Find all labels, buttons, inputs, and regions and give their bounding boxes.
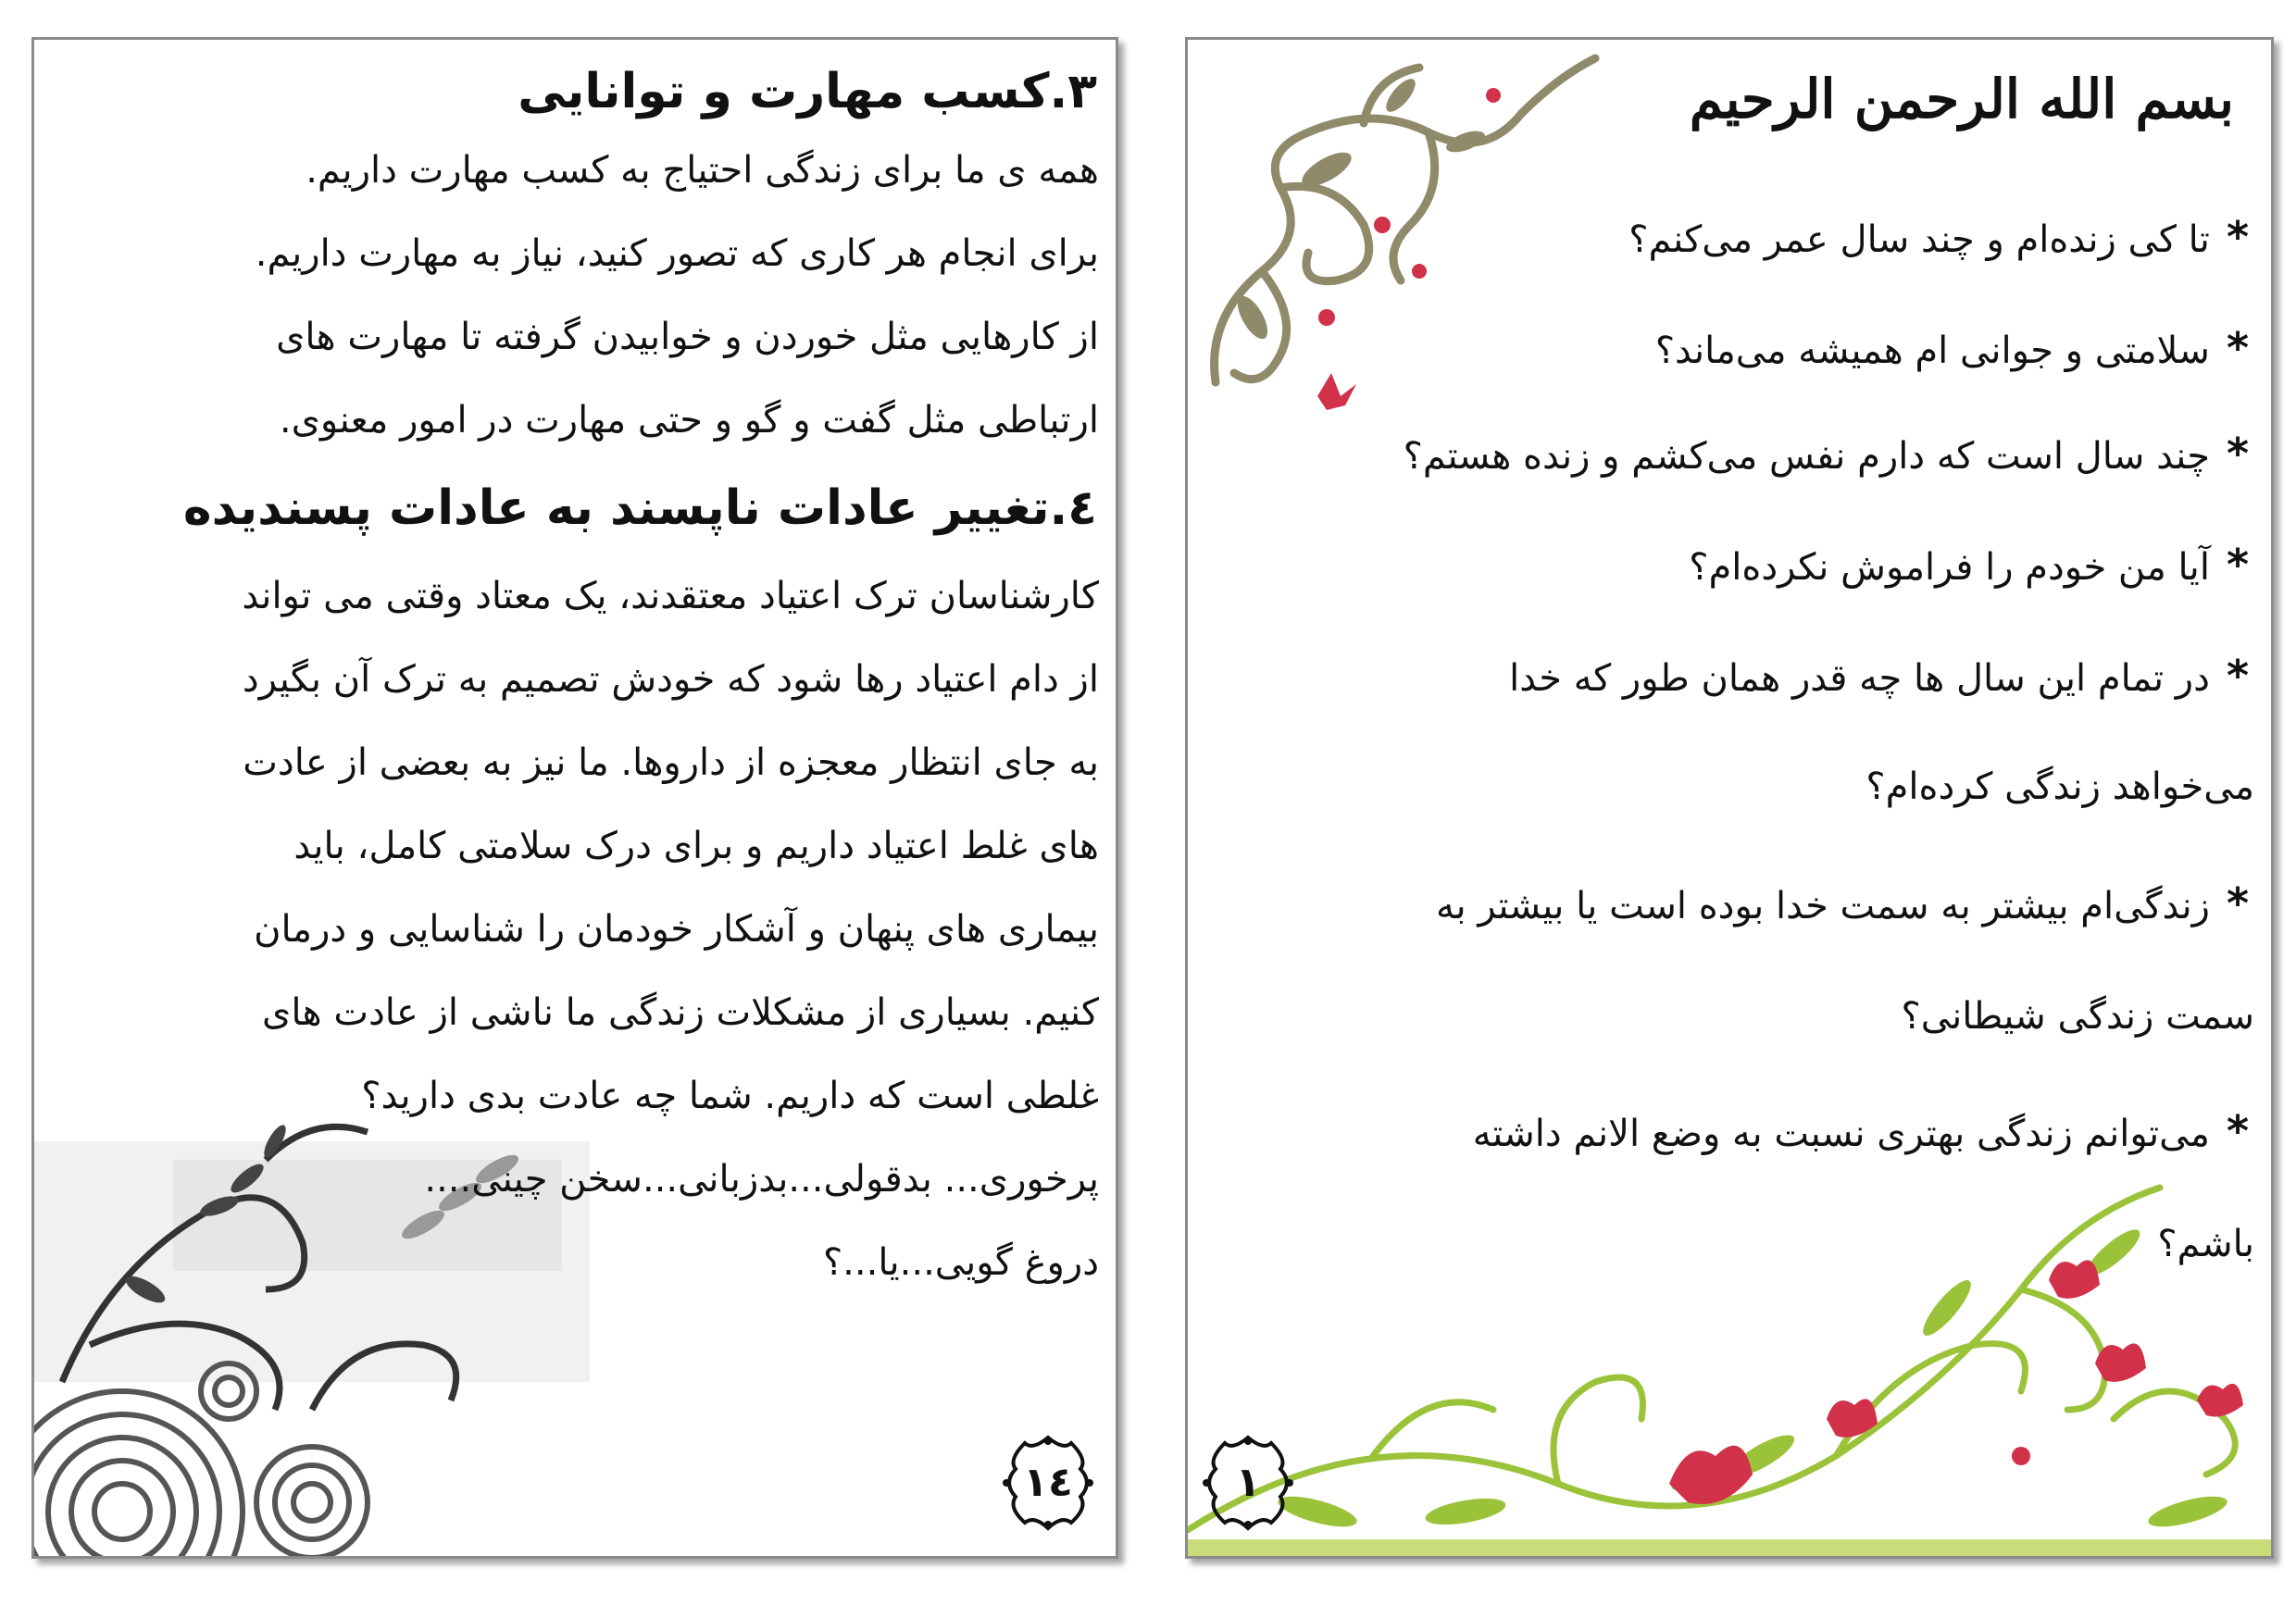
bullet-star-icon: * xyxy=(2226,540,2249,590)
section-3-line-4: ارتباطی مثل گفت و گو و حتی مهارت در امور معنوی. xyxy=(279,399,1099,442)
section-4-line-8: پرخوری... بدقولی...بدزبانی...سخن چینی.... xyxy=(424,1158,1099,1201)
page-number-badge xyxy=(1197,1432,1299,1534)
section-3-heading: ۳.کسب مهارت و توانایی xyxy=(518,64,1097,119)
section-4-line-7: غلطی است که داریم. شما چه عادت بدی دارید؟ xyxy=(361,1075,1099,1117)
left-page xyxy=(31,37,1118,1559)
section-3-line-1: همه ی ما برای زندگی احتیاج به کسب مهارت داریم. xyxy=(306,149,1099,192)
section-4-line-3: به جای انتظار معجزه از داروها. ما نیز به بعضی از عادت xyxy=(243,741,1099,784)
question-6-continuation: سمت زندگی شیطانی؟ xyxy=(1901,995,2254,1038)
question-7 xyxy=(1473,1106,2249,1156)
bullet-star-icon: * xyxy=(2226,323,2249,373)
question-6 xyxy=(1436,878,2249,928)
question-1-text: تا کی زنده‌ام و چند سال عمر می‌کنم؟ xyxy=(1628,218,2210,261)
section-4-line-2: از دام اعتیاد رها شود که خودش تصمیم به ترک آن بگیرد xyxy=(242,658,1099,701)
bullet-star-icon: * xyxy=(2226,212,2249,262)
page-number-badge xyxy=(997,1432,1099,1534)
vine-decoration-green xyxy=(1188,1178,2271,1556)
section-4-line-6: کنیم. بسیاری از مشکلات زندگی ما ناشی از عادت های xyxy=(262,991,1099,1034)
question-5-text: در تمام این سال ها چه قدر همان طور که خدا xyxy=(1509,657,2210,700)
right-page xyxy=(1185,37,2274,1559)
page-number: ١٤ xyxy=(1023,1459,1073,1506)
section-4-line-4: های غلط اعتیاد داریم و برای درک سلامتی کامل، باید xyxy=(293,825,1099,867)
section-4-line-5: بیماری های پنهان و آشکار خودمان را شناسایی و درمان xyxy=(254,908,1099,951)
question-4-text: آیا من خودم را فراموش نکرده‌ام؟ xyxy=(1689,546,2210,589)
section-4-line-9: دروغ گویی...یا...؟ xyxy=(822,1241,1099,1284)
question-2 xyxy=(1655,323,2249,373)
question-1 xyxy=(1628,212,2249,262)
question-5 xyxy=(1509,651,2249,701)
bullet-star-icon: * xyxy=(2226,651,2249,701)
page-number: ١ xyxy=(1235,1459,1261,1506)
bullet-star-icon: * xyxy=(2226,878,2249,928)
section-4-heading: ٤.تغییر عادات ناپسند به عادات پسندیده xyxy=(182,480,1097,536)
question-6-text: زندگی‌ام بیشتر به سمت خدا بوده است یا بیشتر به xyxy=(1436,885,2210,927)
basmala-calligraphy: بسم الله الرحمن الرحیم xyxy=(1689,68,2234,131)
question-3 xyxy=(1404,429,2249,479)
question-2-text: سلامتی و جوانی ام همیشه می‌ماند؟ xyxy=(1654,330,2210,372)
question-7-continuation: باشم؟ xyxy=(2157,1223,2254,1265)
swirl-decoration-olive xyxy=(1188,40,1614,438)
bullet-star-icon: * xyxy=(2226,429,2249,479)
question-3-text: چند سال است که دارم نفس می‌کشم و زنده هستم؟ xyxy=(1403,435,2210,478)
question-4 xyxy=(1689,540,2249,590)
section-4-line-1: کارشناسان ترک اعتیاد معتقدند، یک معتاد وقتی می تواند xyxy=(242,575,1099,617)
section-3-line-2: برای انجام هر کاری که تصور کنید، نیاز به مهارت داریم. xyxy=(255,232,1099,275)
bullet-star-icon: * xyxy=(2226,1106,2249,1156)
question-7-text: می‌توانم زندگی بهتری نسبت به وضع الانم داشته xyxy=(1472,1113,2210,1155)
question-5-continuation: می‌خواهد زندگی کرده‌ام؟ xyxy=(1866,765,2254,808)
section-3-line-3: از کارهایی مثل خوردن و خوابیدن گرفته تا مهارت های xyxy=(276,316,1099,358)
